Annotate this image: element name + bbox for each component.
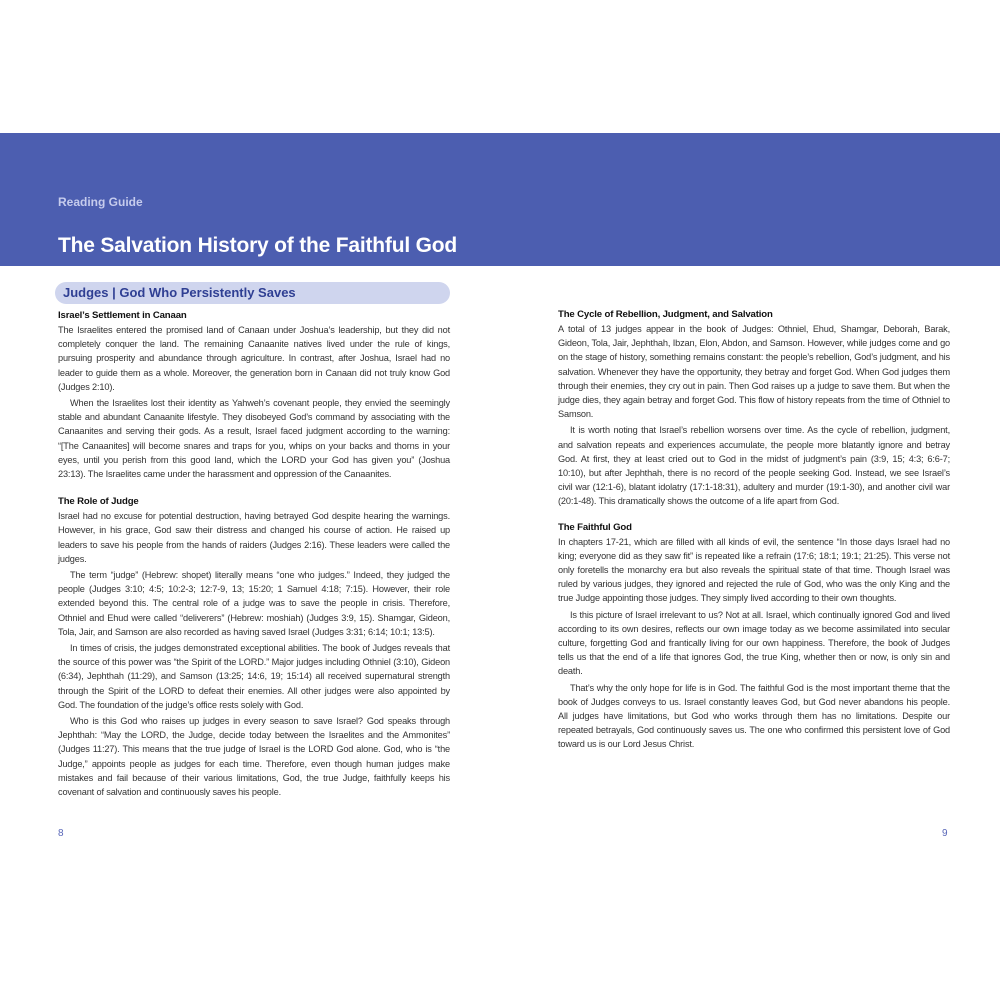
right-column [558,308,950,752]
heading-settlement: Israel’s Settlement in Canaan [58,310,187,321]
page-title: The Salvation History of the Faithful God [58,234,457,257]
page-number-right: 9 [942,828,948,839]
paragraph: The Israelites entered the promised land of Canaan under Joshua’s leadership, but they did not completely conquer the land. The remaining Canaanite natives lived under the rule of kings, pursuing prosperity and abundance through agriculture. In contrast, after Joshua, Israel had no leader to guide them as a whole. Moreover, the generation born in Canaan did not truly know God (Judges 2:10). [58,325,450,392]
heading-faithful-god: The Faithful God [558,521,632,533]
paragraph: A total of 13 judges appear in the book of Judges: Othniel, Ehud, Shamgar, Deborah, Barak, Gideon, Tola, Jair, Jephthah, Ibzan, Elon, Abdon, and Samson. However, while judges come and go on the stage of history, something remains constant: the people’s rebellion, God’s judgment, and his salvation. Whenever they have the opportunity, they betray and forget God. When God judges them through their enemies, they cry out in pain. Then God raises up a judge to save them. But when the judge dies, they again betray and forget God. This flow of history repeats from the time of Othniel to Samson. [558,324,950,420]
section-pill [55,282,450,304]
paragraph: In times of crisis, the judges demonstrated exceptional abilities. The book of Judges reveals that the source of this power was “the Spirit of the LORD.” Major judges including Othniel (3:10), Gideon (6:34), Jephthah (11:29), and Samson (13:25; 14:6, 19; 15:14) all received supernatural strength through the Spirit of the LORD to defeat their enemies. All other judges were also appointed by God. The foundation of the judge’s office rests solely with God. [58,643,450,710]
heading-cycle: The Cycle of Rebellion, Judgment, and Salvation [558,309,773,320]
eyebrow-label: Reading Guide [58,195,143,209]
paragraph: In chapters 17-21, which are filled with all kinds of evil, the sentence “In those days Israel had no king; everyone did as they saw fit” is repeated like a refrain (17:6; 18:1; 19:1; 21:25). This verse not only foretells the monarchy era but also reveals the spiritual state of that time. Though Israel was ruled by various judges, they ignored and rejected the rule of God, who was the only King and the true Judge appointing those judges. They simply lived according to their own thoughts. [558,536,950,604]
left-column [58,309,450,799]
paragraph: Israel had no excuse for potential destruction, having betrayed God despite hearing the warnings. However, in his grace, God saw their distress and changed his course of action. He raised up leaders to save his people from the hands of raiders (Judges 2:16). These leaders were called the judges. [58,511,450,564]
paragraph: When the Israelites lost their identity as Yahweh’s covenant people, they envied the seemingly stable and abundant Canaanite lifestyle. They disobeyed God’s command by associating with the Canaanites and serving their gods. As a result, Israel faced judgment according to the warning: “[The Canaanites] will become snares and traps for you, whips on your backs and thorns in your eyes, until you perish from this good land, which the LORD your God has given you” (Joshua 23:13). The Israelites came under the harassment and oppression of the Canaanites. [58,398,450,480]
section-title: Judges | God Who Persistently Saves [63,285,296,300]
paragraph: That’s why the only hope for life is in God. The faithful God is the most important theme that the book of Judges conveys to us. Israel constantly leaves God, but God never abandons his people. All judges have limitations, but God who works through them has no limitations. Despite our repeated betrayals, God continuously saves us. The one who confirmed this persistent love of God toward us is our Lord Jesus Christ. [558,682,950,750]
heading-role-of-judge: The Role of Judge [58,496,139,508]
page-number-left: 8 [58,828,64,839]
paragraph: Is this picture of Israel irrelevant to us? Not at all. Israel, which continually ignored God and lived according to its own desires, reflects our own image today as we become assimilated into secular culture, forgetting God and frantically living for our own happiness. Therefore, the book of Judges tells us that the end of a life that ignores God, the true King, whether then or now, is only sin and death. [558,609,950,677]
paragraph: It is worth noting that Israel’s rebellion worsens over time. As the cycle of rebellion, judgment, and salvation repeats and experiences accumulate, the people more blatantly ignore and betray God. At first, they at least cried out to God in the midst of judgment’s pain (3:9, 15; 4:3; 6:6-7; 10:10), but after Jephthah, there is no record of the people seeking God. Instead, we see Israel’s civil war (12:1-6), blatant idolatry (17:1-18:31), adultery and murder (19:1-30), and another civil war (20:1-48). This dramatically shows the outcome of a life apart from God. [558,425,950,507]
paragraph: Who is this God who raises up judges in every season to save Israel? God speaks through Jephthah: “May the LORD, the Judge, decide today between the Israelites and the Ammonites” (Judges 11:27). This means that the true judge of Israel is the LORD God alone. God, who is “the Judge,” appoints people as judges for each time. Therefore, even though human judges make mistakes and fail because of their various limitations, God, the true Judge, faithfully keeps his covenant of salvation and continuously saves his people. [58,716,450,798]
paragraph: The term “judge” (Hebrew: shopet) literally means “one who judges.” Indeed, they judged the people (Judges 3:10; 4:5; 10:2-3; 12:7-9, 13; 15:20; 1 Samuel 4:18; 7:15). However, their role extended beyond this. The central role of a judge was to save the people in crisis. Therefore, Othniel and Ehud were called “deliverers” (Hebrew: moshiah) (Judges 3:9, 15). Shamgar, Gideon, Tola, Jair, and Samson are also recorded as having saved Israel (Judges 3:31; 6:14; 10:1; 13:5). [58,570,450,637]
